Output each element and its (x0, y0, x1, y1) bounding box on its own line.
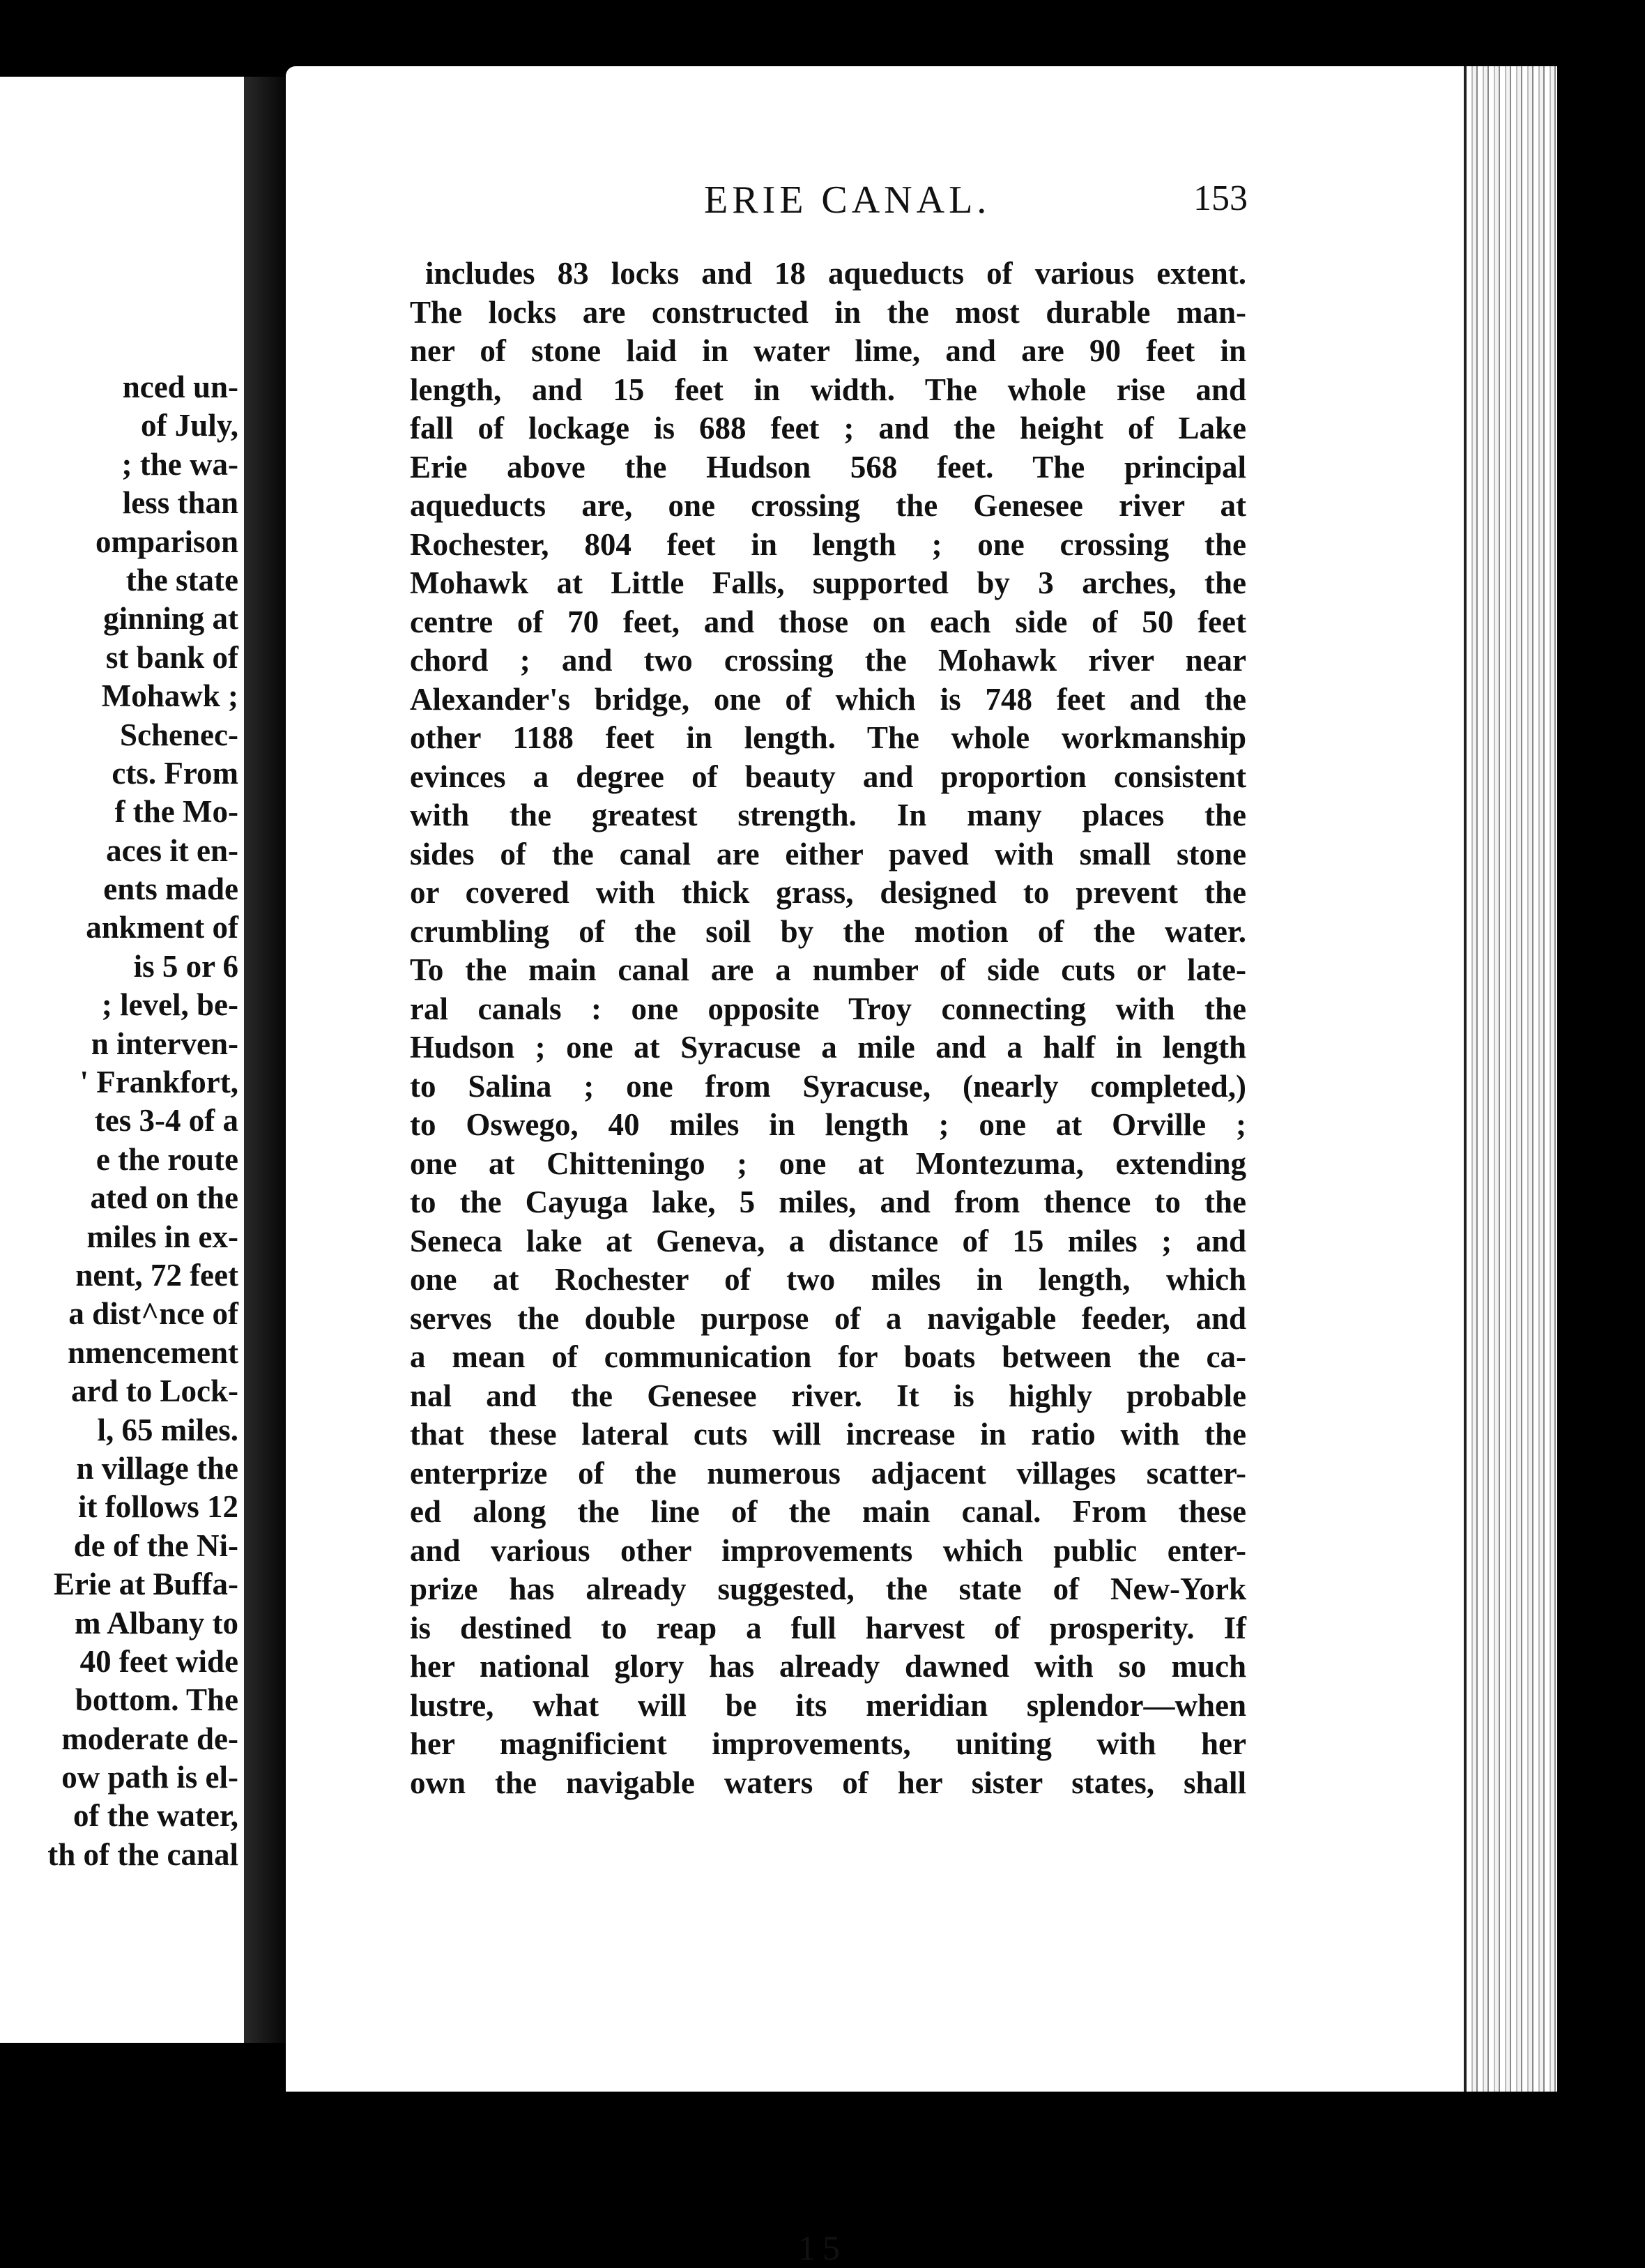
left-page (0, 77, 258, 2043)
text-line: cts. From (112, 755, 238, 791)
text-line: is 5 or 6 (133, 948, 238, 984)
text-line: Mohawk at Little Falls, supported by 3 arches, the (410, 565, 1246, 600)
text-line: m Albany to (74, 1605, 238, 1641)
text-line: and various other improvements which public enter- (410, 1532, 1246, 1568)
text-line: of July, (140, 408, 238, 443)
text-line: aqueducts are, one crossing the Genesee river at (410, 488, 1246, 523)
text-line: Erie above the Hudson 568 feet. The principal (410, 449, 1246, 485)
text-line: it follows 12 (78, 1489, 238, 1525)
text-line: f the Mo- (114, 794, 238, 830)
text-line: e the route (95, 1141, 238, 1177)
text-line: Rochester, 804 feet in length ; one crossing the (410, 526, 1246, 562)
text-line: is destined to reap a full harvest of prosperity. If (410, 1610, 1246, 1645)
text-line: lustre, what will be its meridian splendor—when (410, 1687, 1246, 1723)
text-line: to Oswego, 40 miles in length ; one at Orville ; (410, 1107, 1246, 1142)
text-line: n village the (76, 1450, 238, 1486)
text-line: ed along the line of the main canal. From these (410, 1494, 1246, 1529)
text-line: nmencement (68, 1334, 238, 1370)
text-line: nent, 72 feet (75, 1257, 238, 1293)
text-line: length, and 15 feet in width. The whole rise and (410, 372, 1246, 407)
text-line: own the navigable waters of her sister states, shall (410, 1765, 1246, 1800)
text-line: ankment of (86, 910, 238, 945)
text-line: less than (122, 485, 238, 521)
text-line: The locks are constructed in the most durable man- (410, 294, 1246, 330)
running-head: ERIE CANAL. (704, 178, 991, 222)
text-line: one at Chitteningo ; one at Montezuma, extending (410, 1146, 1246, 1181)
text-line: a mean of communication for boats between the ca- (410, 1339, 1246, 1374)
text-line: with the greatest strength. In many places the (410, 798, 1246, 832)
text-line: th of the canal (47, 1836, 238, 1872)
text-line: that these lateral cuts will increase in ratio with the (410, 1417, 1246, 1452)
text-line: ral canals : one opposite Troy connecting with the (410, 991, 1246, 1026)
text-line: miles in ex- (86, 1219, 238, 1254)
text-line: ; level, be- (101, 987, 238, 1023)
text-line: st bank of (105, 639, 238, 675)
text-line: nal and the Genesee river. It is highly probable (410, 1378, 1246, 1413)
text-line: ; the wa- (121, 446, 238, 482)
text-line: evinces a degree of beauty and proportion consistent (410, 759, 1246, 794)
text-line: l, 65 miles. (97, 1412, 238, 1447)
text-line: Erie at Buffa- (54, 1567, 238, 1602)
text-line: Mohawk ; (101, 678, 238, 714)
text-line: nced un- (122, 370, 238, 404)
text-line: ginning at (103, 601, 238, 637)
left-page-text (47, 368, 238, 1874)
body-text (410, 254, 1246, 1802)
text-line: ner of stone laid in water lime, and are 90 feet in (410, 333, 1246, 368)
text-line: serves the double purpose of a navigable feeder, and (410, 1300, 1246, 1336)
text-line: a dist^nce of (68, 1296, 238, 1332)
page-edge (1464, 66, 1557, 2092)
text-line: omparison (95, 524, 238, 559)
text-line: ents made (103, 872, 238, 907)
text-line: ard to Lock- (71, 1373, 238, 1409)
text-line: n interven- (91, 1026, 238, 1061)
text-line: fall of lockage is 688 feet ; and the height of Lake (410, 411, 1246, 446)
text-line: her magnificient improvements, uniting with her (410, 1726, 1246, 1761)
text-line: to Salina ; one from Syracuse, (nearly completed,) (410, 1068, 1246, 1104)
text-line: of the water, (72, 1798, 238, 1834)
text-line: sides of the canal are either paved with small stone (410, 836, 1246, 872)
text-line: enterprize of the numerous adjacent villages scatter- (410, 1455, 1246, 1491)
text-line: tes 3-4 of a (94, 1103, 238, 1139)
text-line: other 1188 feet in length. The whole workmanship (410, 720, 1246, 755)
text-line: prize has already suggested, the state of New-York (410, 1571, 1246, 1606)
text-line: de of the Ni- (73, 1528, 238, 1563)
text-line: crumbling of the soil by the motion of the water. (410, 913, 1246, 949)
page-number: 153 (1193, 178, 1248, 218)
text-line: her national glory has already dawned with so much (410, 1649, 1246, 1684)
text-line: ' Frankfort, (79, 1065, 238, 1100)
text-line: centre of 70 feet, and those on each side of 50 feet (410, 604, 1246, 639)
text-line: Alexander's bridge, one of which is 748 feet and the (410, 681, 1246, 717)
text-line: includes 83 locks and 18 aqueducts of various extent. (425, 256, 1246, 291)
text-line: moderate de- (61, 1721, 238, 1756)
text-line: Seneca lake at Geneva, a distance of 15 miles ; and (410, 1223, 1246, 1258)
signature-mark: 15 (798, 2228, 847, 2267)
text-line: or covered with thick grass, designed to prevent the (410, 875, 1246, 910)
text-line: ated on the (90, 1180, 238, 1216)
text-line: the state (125, 562, 238, 598)
text-line: Schenec- (120, 717, 238, 752)
text-line: To the main canal are a number of side cuts or late- (410, 952, 1246, 987)
text-line: chord ; and two crossing the Mohawk river near (410, 643, 1246, 678)
text-line: ow path is el- (61, 1760, 238, 1795)
text-line: 40 feet wide (79, 1643, 238, 1679)
text-line: aces it en- (106, 832, 238, 868)
text-line: Hudson ; one at Syracuse a mile and a half in length (410, 1030, 1246, 1065)
text-line: bottom. The (75, 1682, 238, 1718)
text-line: to the Cayuga lake, 5 miles, and from thence to the (410, 1185, 1246, 1219)
text-line: one at Rochester of two miles in length, which (410, 1262, 1246, 1297)
